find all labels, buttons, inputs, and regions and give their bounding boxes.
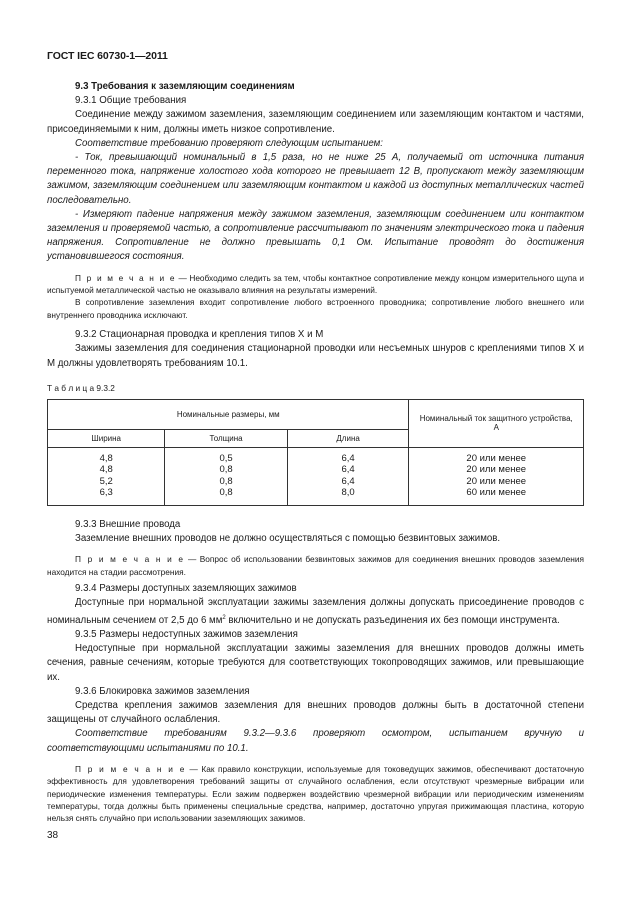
paragraph: Соединение между зажимом заземления, заземляющим соединением или заземляющим контактом и частями, присоединяемыми к ним, должны иметь низкое сопротивление. [47,109,584,135]
subsection-heading-9-3-3: 9.3.3 Внешние провода [75,518,181,530]
table-cell: 4,8 [99,452,113,464]
note-3 [47,763,584,825]
table-cell: 6,4 [341,475,355,487]
note-text: — Как правило конструкции, используемые для токоведущих зажимов, обеспечивают достаточную эффективность для удовлетворения требований защиты от случайного ослабления, если отсутствуют чрезмерные вибрации или периодические изменения температуры. Если зажим подвержен воздействию чрезмерной вибрации или периодическим изменениям температуры, тогда должны быть применены специальные средства, например, достаточно упругая прижимающая пластина, которую нельзя снять случайно при использовании заземляющих зажимов. [47,763,584,824]
note-2 [47,553,584,578]
document-header: ГОСТ IEC 60730-1—2011 [47,50,168,62]
superscript: 2 [222,614,226,621]
compliance-paragraph: Соответствие требованию проверяют следующим испытанием: [75,137,383,149]
note-label: П р и м е ч а н и е [75,763,186,774]
table-cell: 6,3 [99,487,113,499]
table-header-width: Ширина [48,429,165,447]
test-step-2: - Измеряют падение напряжения между зажимом заземления, заземляющим соединением или контактом заземления и проверяемой частью, а сопротивление рассчитывают по значениям электрического тока и падения напряжения. Сопротивление не должно превышать 0,1 Ом. Испытание проводят до достижения установившегося состояния. [47,208,584,263]
subsection-heading-9-3-1: 9.3.1 Общие требования [75,95,187,107]
table-cell: 0,8 [219,487,233,499]
table-header-length: Длина [287,429,409,447]
table-cell: 0,8 [219,464,233,476]
paragraph-text: Доступные при нормальной эксплуатации зажимы заземления должны допускать присоединение проводов с номинальным сечением от 2,5 до 6 мм [47,597,584,626]
page-number: 38 [47,830,59,841]
subsection-heading-9-3-5: 9.3.5 Размеры недоступных зажимов заземления [75,628,298,640]
table-cell: 20 или менее [466,452,527,464]
table-cell: 6,4 [341,464,355,476]
table-cell: 4,8 [99,464,113,476]
table-group-header: Номинальные размеры, мм [48,399,409,429]
table-column-current [409,447,584,505]
note-label: П р и м е ч а н и е [75,272,177,283]
paragraph: Средства крепления зажимов заземления для внешних проводов должны быть в достаточной степени защищены от случайного ослабления. [47,699,584,726]
table-column-thickness [165,447,287,505]
table-header-thickness: Толщина [165,429,287,447]
subsection-heading-9-3-4: 9.3.4 Размеры доступных заземляющих зажимов [75,583,297,595]
table-caption: Т а б л и ц а 9.3.2 [47,382,115,393]
dimensions-table [47,399,584,506]
table-cell: 0,5 [219,452,233,464]
table-cell: 5,2 [99,475,113,487]
table-column-length [287,447,409,505]
table-cell: 0,8 [219,475,233,487]
table-cell: 8,0 [341,487,355,499]
paragraph: Недоступные при нормальной эксплуатации зажимы заземления для внешних проводов должны иметь сечения, равные сечениям, которые требуются для соответствующих токопроводящих зажимов, или превышающие их. [47,643,584,683]
paragraph: Зажимы заземления для соединения стационарной проводки или несъемных шнуров с креплениями типов X и M должны удовлетворять требованиям 10.1. [47,343,584,369]
note-text: — Вопрос об использовании безвинтовых зажимов для соединения внешних проводов заземления находится на стадии рассмотрения. [47,554,584,577]
subsection-heading-9-3-6: 9.3.6 Блокировка зажимов заземления [75,685,250,697]
table-cell: 60 или менее [466,487,527,499]
table-cell: 20 или менее [466,464,527,476]
section-heading-9-3: 9.3 Требования к заземляющим соединениям [75,81,295,92]
subsection-heading-9-3-2: 9.3.2 Стационарная проводка и крепления типов X и M [75,329,324,341]
paragraph: Заземление внешних проводов не должно осуществляться с помощью безвинтовых зажимов. [75,533,501,545]
table-column-width [48,447,165,505]
compliance-paragraph: Соответствие требованиям 9.3.2—9.3.6 проверяют осмотром, испытанием вручную и соответствующими испытаниями по 10.1. [47,728,584,754]
table-current-header: Номинальный ток защитного устройства, А [409,399,584,447]
note-label: П р и м е ч а н и е [75,554,185,565]
note-text: — Необходимо следить за тем, чтобы контактное сопротивление между концом измерительного щупа и испытуемой металлической частью не оказывало влияния на результаты измерений. [47,272,584,296]
test-step-1: - Ток, превышающий номинальный в 1,5 раза, но не ниже 25 А, получаемый от источника питания переменного тока, напряжение холостого хода которого не превышает 12 В, пропускают между заземляющим зажимом, заземляющим соединением или заземляющим контактом и каждой из доступных металлических частей последовательно. [47,152,584,206]
table-cell: 6,4 [341,452,355,464]
page-content [47,80,584,825]
note-1-continuation: В сопротивление заземления входит сопротивление любого встроенного проводника; сопротивление любого внешнего или внутреннего проводника исключают. [47,297,584,320]
note-1 [47,272,584,297]
paragraph [47,596,584,628]
table-cell: 20 или менее [466,475,527,487]
paragraph-text: включительно и не допускать разъединения их без помощи инструмента. [225,614,560,626]
